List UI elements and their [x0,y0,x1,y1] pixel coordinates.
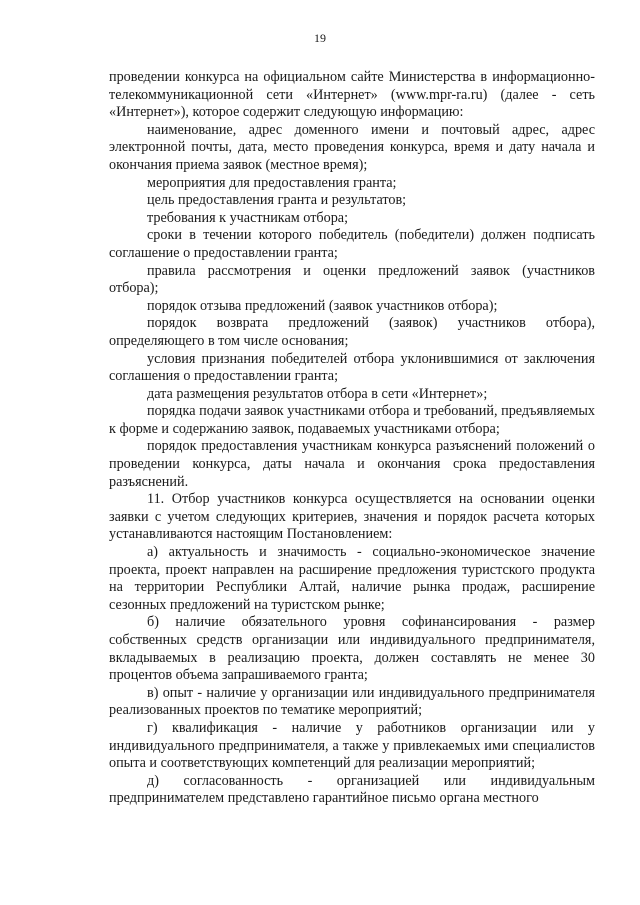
paragraph-item: порядка подачи заявок участниками отбора и требований, предъявляемых к форме и содержанию заявок, подаваемых участниками отбора; [109,403,595,437]
paragraph-item: порядок возврата предложений (заявок) участников отбора), определяющего в том числе основания; [109,315,595,349]
criterion-g: г) квалификация - наличие у работников организации или у индивидуального предпринимателя, а также у привлекаемых ими специалистов опыта и соответствующих компетенций для реализации мероприятий; [109,719,595,772]
paragraph-item: порядок отзыва предложений (заявок участников отбора); [147,297,498,314]
paragraph-item: сроки в течении которого победитель (победители) должен подписать соглашение о предоставлении гранта; [109,227,595,261]
paragraph-item: наименование, адрес доменного имени и почтовый адрес, адрес электронной почты, дата, место проведения конкурса, время и дату начала и окончания приема заявок (местное время); [109,121,595,173]
paragraph-item: условия признания победителей отбора уклонившимися от заключения соглашения о предоставлении гранта; [109,350,595,385]
criterion-d: д) согласованность - организацией или индивидуальным предпринимателем представлено гарантийное письмо органа местного [109,772,595,807]
paragraph-item: порядок предоставления участникам конкурса разъяснений положений о проведении конкурса, даты начала и окончания срока предоставления разъяснений. [109,438,595,490]
criterion-b: б) наличие обязательного уровня софинансирования - размер собственных средств организации или индивидуального предпринимателя, вкладываемых в реализацию проекта, должен составлять не менее 30 процентов объема запрашиваемого гранта; [109,614,595,684]
document-body [109,69,595,808]
criterion-v: в) опыт - наличие у организации или индивидуального предпринимателя реализованных проектов по тематике мероприятий; [109,684,595,719]
paragraph-item: правила рассмотрения и оценки предложений заявок (участников отбора); [109,262,595,297]
paragraph-item: мероприятия для предоставления гранта; [147,174,397,191]
section-paragraph-11: 11. Отбор участников конкурса осуществляется на основании оценки заявки с учетом следующих критериев, значения и порядок расчета которых устанавливаются настоящим Постановлением: [109,491,595,543]
page-number: 19 [314,31,326,45]
paragraph-item: цель предоставления гранта и результатов; [147,192,407,209]
paragraph-continuation: проведении конкурса на официальном сайте Министерства в информационно-телекоммуникационной сети «Интернет» (www.mpr-ra.ru) (далее - сеть «Интернет»), которое содержит следующую информацию: [109,69,595,121]
criterion-a: а) актуальность и значимость - социально-экономическое значение проекта, проект направлен на расширение предложения туристского продукта на территории Республики Алтай, наличие рынка продаж, расширение сезонных предложений на туристском рынке; [109,544,595,613]
paragraph-item: требования к участникам отбора; [147,209,349,226]
paragraph-item: дата размещения результатов отбора в сети «Интернет»; [147,385,488,402]
